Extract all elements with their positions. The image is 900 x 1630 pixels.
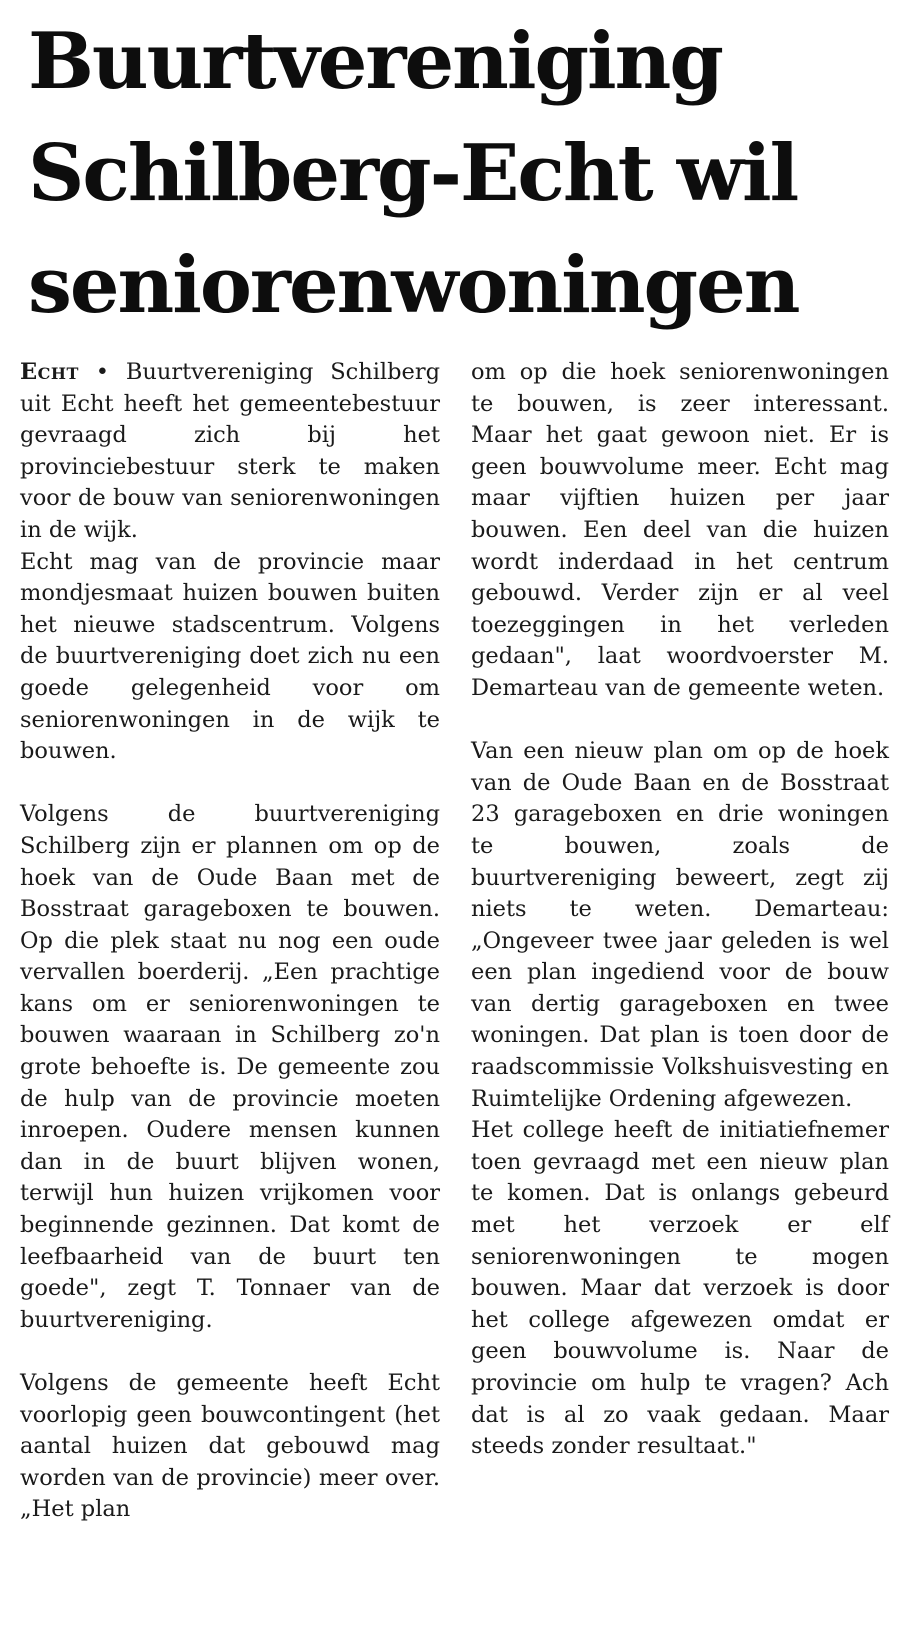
headline-line-2: Schilberg-Echt wil	[28, 128, 798, 219]
dateline: Echt	[20, 359, 79, 385]
paragraph: Van een nieuw plan om op de hoek van de Oude Baan en de Bosstraat 23 garageboxen en drie woningen te bouwen, zoals de buurtvereniging beweert, zegt zij niets te weten. Demarteau: „Ongeveer twee jaar geleden is wel een plan ingediend voor de bouw van dertig garageboxen en twee woningen. Dat plan is toen door de raadscommissie Volkshuisvesting en Ruimtelijke Ordening afgewezen.	[471, 738, 889, 1112]
paragraph: om op die hoek seniorenwoningen te bouwen, is zeer interessant. Maar het gaat gewoon niet. Er is geen bouwvolume meer. Echt mag maar vijftien huizen per jaar bouwen. Een deel van die huizen wordt inderdaad in het centrum gebouwd. Verder zijn er al veel toezeggingen in het verleden gedaan", laat woordvoerster M. Demarteau van de gemeente weten.	[471, 359, 889, 701]
article-column-right	[471, 357, 889, 1463]
paragraph: Echt mag van de provincie maar mondjesmaat huizen bouwen buiten het nieuwe stadscentrum. Volgens de buurtvereniging doet zich nu een goede gelegenheid voor om seniorenwoningen in de wijk te bouwen.	[20, 548, 440, 765]
headline-line-1: Buurtvereniging	[28, 16, 722, 107]
paragraph: Volgens de buurtvereniging Schilberg zijn er plannen om op de hoek van de Oude Baan met de Bosstraat garageboxen te bouwen. Op die plek staat nu nog een oude vervallen boerderij. „Een prachtige kans om er seniorenwoningen te bouwen waaraan in Schilberg zo'n grote behoefte is. De gemeente zou de hulp van de provincie moeten inroepen. Oudere mensen kunnen dan in de buurt blijven wonen, terwijl hun huizen vrijkomen voor beginnende gezinnen. Dat komt de leefbaarheid van de buurt ten goede", zegt T. Tonnaer van de buurtvereniging.	[20, 801, 440, 1333]
paragraph-text: Buurtvereniging Schilberg uit Echt heeft het gemeentebestuur gevraagd zich bij het provinciebestuur sterk te maken voor de bouw van seniorenwoningen in de wijk.	[20, 359, 440, 543]
dateline-separator: •	[95, 359, 110, 385]
paragraph	[20, 357, 440, 547]
paragraph: Volgens de gemeente heeft Echt voorlopig geen bouwcontingent (het aantal huizen dat gebouwd mag worden van de provincie) meer over. „Het plan	[20, 1370, 440, 1523]
article-column-left	[20, 357, 440, 1526]
headline-line-3: seniorenwoningen	[28, 240, 799, 331]
headline	[28, 6, 888, 342]
paragraph: Het college heeft de initiatiefnemer toen gevraagd met een nieuw plan te komen. Dat is onlangs gebeurd met het verzoek er elf seniorenwoningen te mogen bouwen. Maar dat verzoek is door het college afgewezen omdat er geen bouwvolume is. Naar de provincie om hulp te vragen? Ach dat is al zo vaak gedaan. Maar steeds zonder resultaat."	[471, 1117, 889, 1460]
